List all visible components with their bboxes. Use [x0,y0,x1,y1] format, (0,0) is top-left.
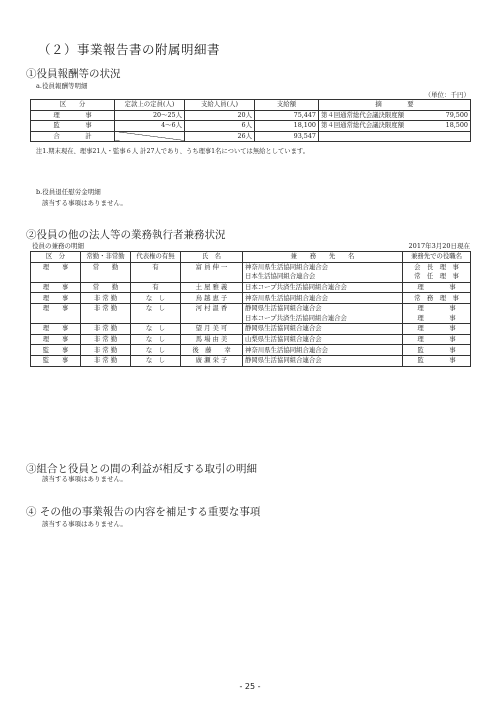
section3-text: 該当する事項はありません。 [42,475,127,483]
empty-slash-cell [115,131,185,142]
header-note: 摘 要 [319,100,471,111]
header-paid: 支給人員(人) [185,100,255,111]
row-rep: な し [131,345,181,356]
row-role: 理 事 [403,324,471,335]
row-category: 理 事 [31,262,81,272]
row-limit [434,131,471,142]
remuneration-table [30,99,471,142]
row-name: 馬 場 由 美 [181,334,243,345]
row-name: 富 員 伸 一 [181,262,243,272]
table-row [31,282,471,293]
row-rep: な し [131,355,181,366]
row-paid: 6人 [185,121,255,132]
row-paid: 20人 [185,110,255,121]
as-of-date: 2017年3月20日現在 [408,242,470,250]
table-row [31,314,471,324]
row-type: 非 常 勤 [81,334,131,345]
table-header-row [31,252,471,263]
row-rep: 有 [131,262,181,272]
row-role: 理 事 [403,282,471,293]
section1-heading: ①役員報酬等の状況 [26,68,121,80]
row-role: 常 務 理 事 [403,293,471,304]
row-org: 神奈川県生活協同組合連合会 [243,345,403,356]
header-org: 兼 務 先 名 [243,252,403,263]
row-name: 望 月 美 可 [181,324,243,335]
row-category: 監 事 [31,121,115,132]
row-rep: な し [131,303,181,313]
row-rep [131,314,181,324]
table-row [31,355,471,366]
row-category: 監 事 [31,345,81,356]
row-note: 第４回通常総代会議決限度額 [319,110,434,121]
row-note [319,131,434,142]
row-role: 理 事 [403,303,471,313]
row-quota: 4～6人 [115,121,185,132]
row-role: 会 長 理 事 [403,262,471,272]
row-category: 理 事 [31,282,81,293]
row-org: 日本コープ共済生活協同組合連合会 [243,314,403,324]
header-amount: 支給額 [255,100,319,111]
row-name: 後 藤 幸 [181,345,243,356]
row-role: 監 事 [403,345,471,356]
header-rep: 代表権の有無 [131,252,181,263]
b-heading: b.役員退任慰労金明細 [36,188,101,196]
section4-heading: ④ その他の事業報告の内容を補足する重要な事項 [26,506,261,518]
section2-subheading: 役員の兼務の明細 [32,242,84,250]
table-row [31,345,471,356]
section1-subheading: a.役員報酬等明細 [36,82,88,90]
row-rep: な し [131,324,181,335]
row-org: 神奈川県生活協同組合連合会 [243,293,403,304]
row-quota: 20～25人 [115,110,185,121]
row-name [181,314,243,324]
row-name: 河 村 温 香 [181,303,243,313]
table-row [31,262,471,272]
row-category: 理 事 [31,293,81,304]
section4-text: 該当する事項はありません。 [42,520,127,528]
row-amount: 93,547 [255,131,319,142]
page-title: （２）事業報告書の附属明細書 [38,42,221,57]
row-org: 日本生活協同組合連合会 [243,272,403,282]
row-amount: 75,447 [255,110,319,121]
row-name: 廣 瀬 栄 子 [181,355,243,366]
section3-heading: ③組合と役員との間の利益が相反する取引の明細 [26,463,257,475]
row-type: 常 勤 [81,262,131,272]
b-text: 該当する事項はありません。 [42,199,127,207]
row-role: 常 任 理 事 [403,272,471,282]
row-role: 理 事 [403,314,471,324]
page-number: - 25 - [239,682,261,691]
table-header-row [31,100,471,111]
row-rep: な し [131,293,181,304]
row-org: 神奈川県生活協同組合連合会 [243,262,403,272]
header-type: 常勤・非常勤 [81,252,131,263]
row-limit: 18,500 [434,121,471,132]
row-org: 山梨県生活協同組合連合会 [243,334,403,345]
row-limit: 79,500 [434,110,471,121]
row-category [31,314,81,324]
row-rep: 有 [131,282,181,293]
section2-heading: ②役員の他の法人等の業務執行者兼務状況 [26,229,226,241]
row-name: 鳥 越 恵 子 [181,293,243,304]
row-category: 理 事 [31,324,81,335]
row-paid: 26人 [185,131,255,142]
row-org: 日本コープ共済生活協同組合連合会 [243,282,403,293]
row-type [81,272,131,282]
header-role: 兼務先での役職名 [403,252,471,263]
row-role: 理 事 [403,334,471,345]
row-type: 非 常 勤 [81,345,131,356]
row-type: 非 常 勤 [81,324,131,335]
row-category: 合 計 [31,131,115,142]
row-type: 非 常 勤 [81,355,131,366]
row-org: 静岡県生活協同組合連合会 [243,324,403,335]
row-type: 非 常 勤 [81,303,131,313]
header-name: 氏 名 [181,252,243,263]
table-row [31,121,471,132]
row-category: 監 事 [31,355,81,366]
header-category: 区 分 [31,252,81,263]
row-category: 理 事 [31,334,81,345]
row-org: 静岡県生活協同組合連合会 [243,355,403,366]
table-row [31,293,471,304]
table-row [31,110,471,121]
row-type [81,314,131,324]
row-rep [131,272,181,282]
table-row [31,334,471,345]
row-category: 理 事 [31,110,115,121]
row-note: 第４回通常総代会議決限度額 [319,121,434,132]
row-type: 常 勤 [81,282,131,293]
row-role: 監 事 [403,355,471,366]
concurrent-post-table [30,251,471,367]
row-org: 静岡県生活協同組合連合会 [243,303,403,313]
table-row [31,303,471,313]
table-total-row [31,131,471,142]
row-category [31,272,81,282]
row-rep: な し [131,334,181,345]
row-category: 理 事 [31,303,81,313]
row-name [181,272,243,282]
row-amount: 18,100 [255,121,319,132]
header-category: 区 分 [31,100,115,111]
row-type: 非 常 勤 [81,293,131,304]
footnote: 注1.期末現在、理事21人・監事６人 計27人であり、うち理事1名については無給としています。 [36,148,309,155]
table-row [31,324,471,335]
unit-label: （単位：千円） [424,91,470,99]
row-name: 土 屋 雅 義 [181,282,243,293]
header-quota: 定款上の定員(人) [115,100,185,111]
table-row [31,272,471,282]
